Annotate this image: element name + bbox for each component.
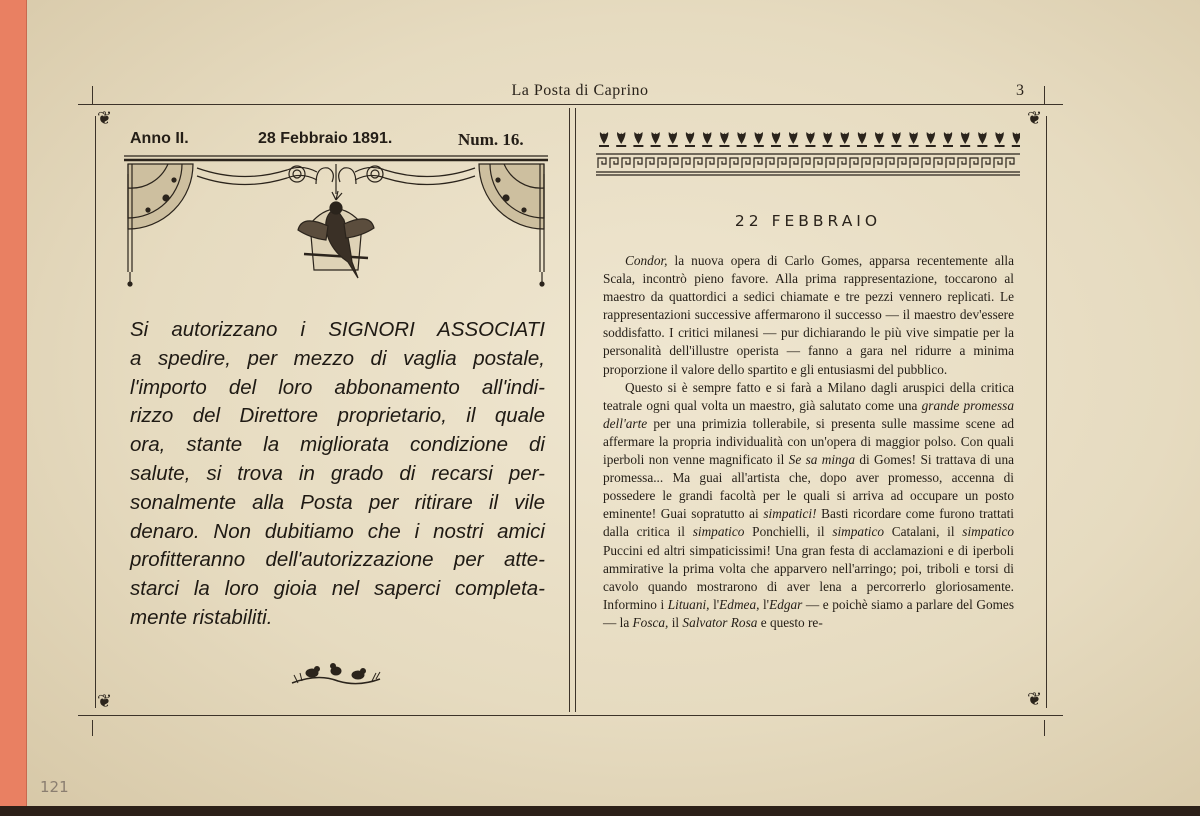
parrot-vignette-icon xyxy=(122,154,550,289)
notice-line: ora, stante la migliorata condizione di xyxy=(130,433,545,457)
bottom-rule xyxy=(78,715,1063,716)
text-run: Questo si è sempre fatto e si farà a Milano dagli aruspici della critica teatrale ogni qual volta un maestro, già salutato come una xyxy=(603,379,1014,413)
band-fleuron xyxy=(616,132,626,147)
band-fleuron xyxy=(651,132,661,147)
birds-tailpiece-icon xyxy=(288,653,384,689)
page-number: 3 xyxy=(1016,82,1024,99)
italic-phrase: Fosca, xyxy=(632,614,669,630)
text-run: Puccini ed altri simpaticissimi! Una gran festa di acclamazioni e di iperboli ammirative la prima volta che apparvero nell'arringo; poi, triboli e torsi di cavolo quando mostrarono di aver lena a percorrerlo gloriosamente. Informino i xyxy=(603,542,1014,612)
band-fleuron xyxy=(1012,132,1020,147)
fleuron-icon: ❦ xyxy=(97,108,113,129)
band-fleuron xyxy=(754,132,764,147)
tick-mark xyxy=(92,720,93,736)
text-run: per una primizia tollerabile, si presenta sulle massime scene ad affermare la propria individualità con un'opera di maggior polso. Con quali iperboli non venne magnificato il xyxy=(603,415,1014,468)
italic-phrase: Condor, xyxy=(625,253,668,268)
italic-phrase: Edmea, xyxy=(719,596,760,612)
italic-phrase: Se sa minga xyxy=(788,452,855,468)
fleuron-icon: ❦ xyxy=(97,691,113,712)
tick-mark xyxy=(1044,720,1045,736)
band-fleuron xyxy=(737,132,747,147)
notice-line: rizzo del Direttore proprietario, il quale xyxy=(130,404,545,428)
volume-label: Anno II. xyxy=(130,130,189,147)
article-paragraph xyxy=(603,252,1014,379)
band-fleuron xyxy=(840,132,850,147)
band-fleuron xyxy=(857,132,867,147)
text-run: il xyxy=(668,614,683,630)
margin-pencil-note: 121 xyxy=(40,778,69,796)
band-fleuron xyxy=(771,132,781,147)
band-fleuron xyxy=(874,132,884,147)
page-edge-strip xyxy=(0,0,27,816)
issue-line xyxy=(130,130,545,152)
band-fleuron xyxy=(926,132,936,147)
notice-line: a spedire, per mezzo di vaglia postale, xyxy=(130,346,545,370)
italic-phrase: grande promessa dell'arte xyxy=(603,397,1014,431)
fleuron-icon: ❦ xyxy=(1027,689,1043,710)
text-run: — e poichè siamo a parlare del Gomes — la xyxy=(603,596,1015,630)
italic-phrase: Edgar xyxy=(769,596,803,612)
tick-mark xyxy=(1044,86,1045,104)
italic-phrase: Salvator Rosa xyxy=(682,614,758,630)
band-fleuron xyxy=(685,132,695,147)
top-rule xyxy=(78,104,1063,105)
notice-text xyxy=(130,316,545,633)
text-run: di Gomes! Si trattava di una promessa... Ma guai all'artista che, dopo aver promesso, accenna di possedere le grandi facoltà per le quali si arriva ad occupare un posto eminente! Guai sopratutto ai xyxy=(603,452,1014,522)
band-fleuron xyxy=(995,132,1005,147)
band-fleuron xyxy=(668,132,678,147)
notice-line: salute, si trova in grado di recarsi per- xyxy=(130,461,545,485)
notice-line: starci la loro gioia nel saperci completa- xyxy=(130,577,545,601)
notice-line: l'importo del loro abbonamento all'indi- xyxy=(130,375,545,399)
italic-phrase: Lituani, xyxy=(667,596,710,612)
text-run: Basti ricordare come furono trattati dalla critica il xyxy=(603,506,1014,540)
band-fleuron xyxy=(891,132,901,147)
issue-number: Num. 16. xyxy=(458,130,524,149)
issue-date: 28 Febbraio 1891. xyxy=(258,130,393,147)
text-run: Ponchielli, il xyxy=(744,524,833,540)
band-fleuron xyxy=(788,132,798,147)
band-fleuron xyxy=(633,132,643,147)
text-run: Catalani, il xyxy=(884,524,963,540)
page-shadow xyxy=(0,806,1200,816)
band-fleuron xyxy=(960,132,970,147)
band-fleuron xyxy=(823,132,833,147)
section-title: 22 FEBBRAIO xyxy=(734,212,882,230)
text-run: l' xyxy=(759,596,770,612)
text-run: l' xyxy=(709,596,720,612)
band-fleuron xyxy=(805,132,815,147)
notice-line: Si autorizzano i SIGNORI ASSOCIATI xyxy=(130,318,545,341)
band-fleuron xyxy=(909,132,919,147)
band-fleuron xyxy=(599,132,609,147)
text-run: e questo re- xyxy=(757,614,823,630)
notice-line: profitteranno dell'autorizzazione per atte- xyxy=(130,548,545,572)
band-fleuron xyxy=(702,132,712,147)
tick-mark xyxy=(92,86,93,104)
notice-line: denaro. Non dubitiamo che i nostri amici xyxy=(130,519,545,543)
fleuron-icon: ❦ xyxy=(1027,108,1043,129)
notice-line: sonalmente alla Posta per ritirare il vile xyxy=(130,490,545,514)
column-divider-left xyxy=(569,108,570,712)
running-head: La Posta di Caprino xyxy=(511,82,649,99)
greek-key-border-icon xyxy=(596,130,1020,176)
band-fleuron xyxy=(719,132,729,147)
italic-phrase: simpatici! xyxy=(763,506,817,522)
italic-phrase: simpatico xyxy=(832,524,885,540)
band-fleuron xyxy=(977,132,987,147)
text-run: la nuova opera di Carlo Gomes, apparsa recentemente alla Scala, incontrò pieno favore. Alla prima rappresentazione, toccarono al maestro da quattordici a sedici chiamate e tre pezzi vennero replicati. Le rappresentazioni successive affermarono il successo — il maestro dev'essere soddisfatto. I critici milanesi — pur dichiarando le più vive simpatie per la personalità dell'illustre operista — fanno a gara nel ridurre a minima proporzione il valore dello spartito e gli entusiasmi del pubblico. xyxy=(603,253,1014,377)
right-border xyxy=(1046,116,1047,708)
notice-line: mente ristabiliti. xyxy=(130,605,273,629)
italic-phrase: simpatico xyxy=(962,524,1015,540)
article-paragraph xyxy=(603,379,1014,632)
column-divider-right xyxy=(575,108,576,712)
left-border xyxy=(95,116,96,708)
italic-phrase: simpatico xyxy=(692,524,745,540)
article-body xyxy=(603,252,1014,632)
band-fleuron xyxy=(943,132,953,147)
